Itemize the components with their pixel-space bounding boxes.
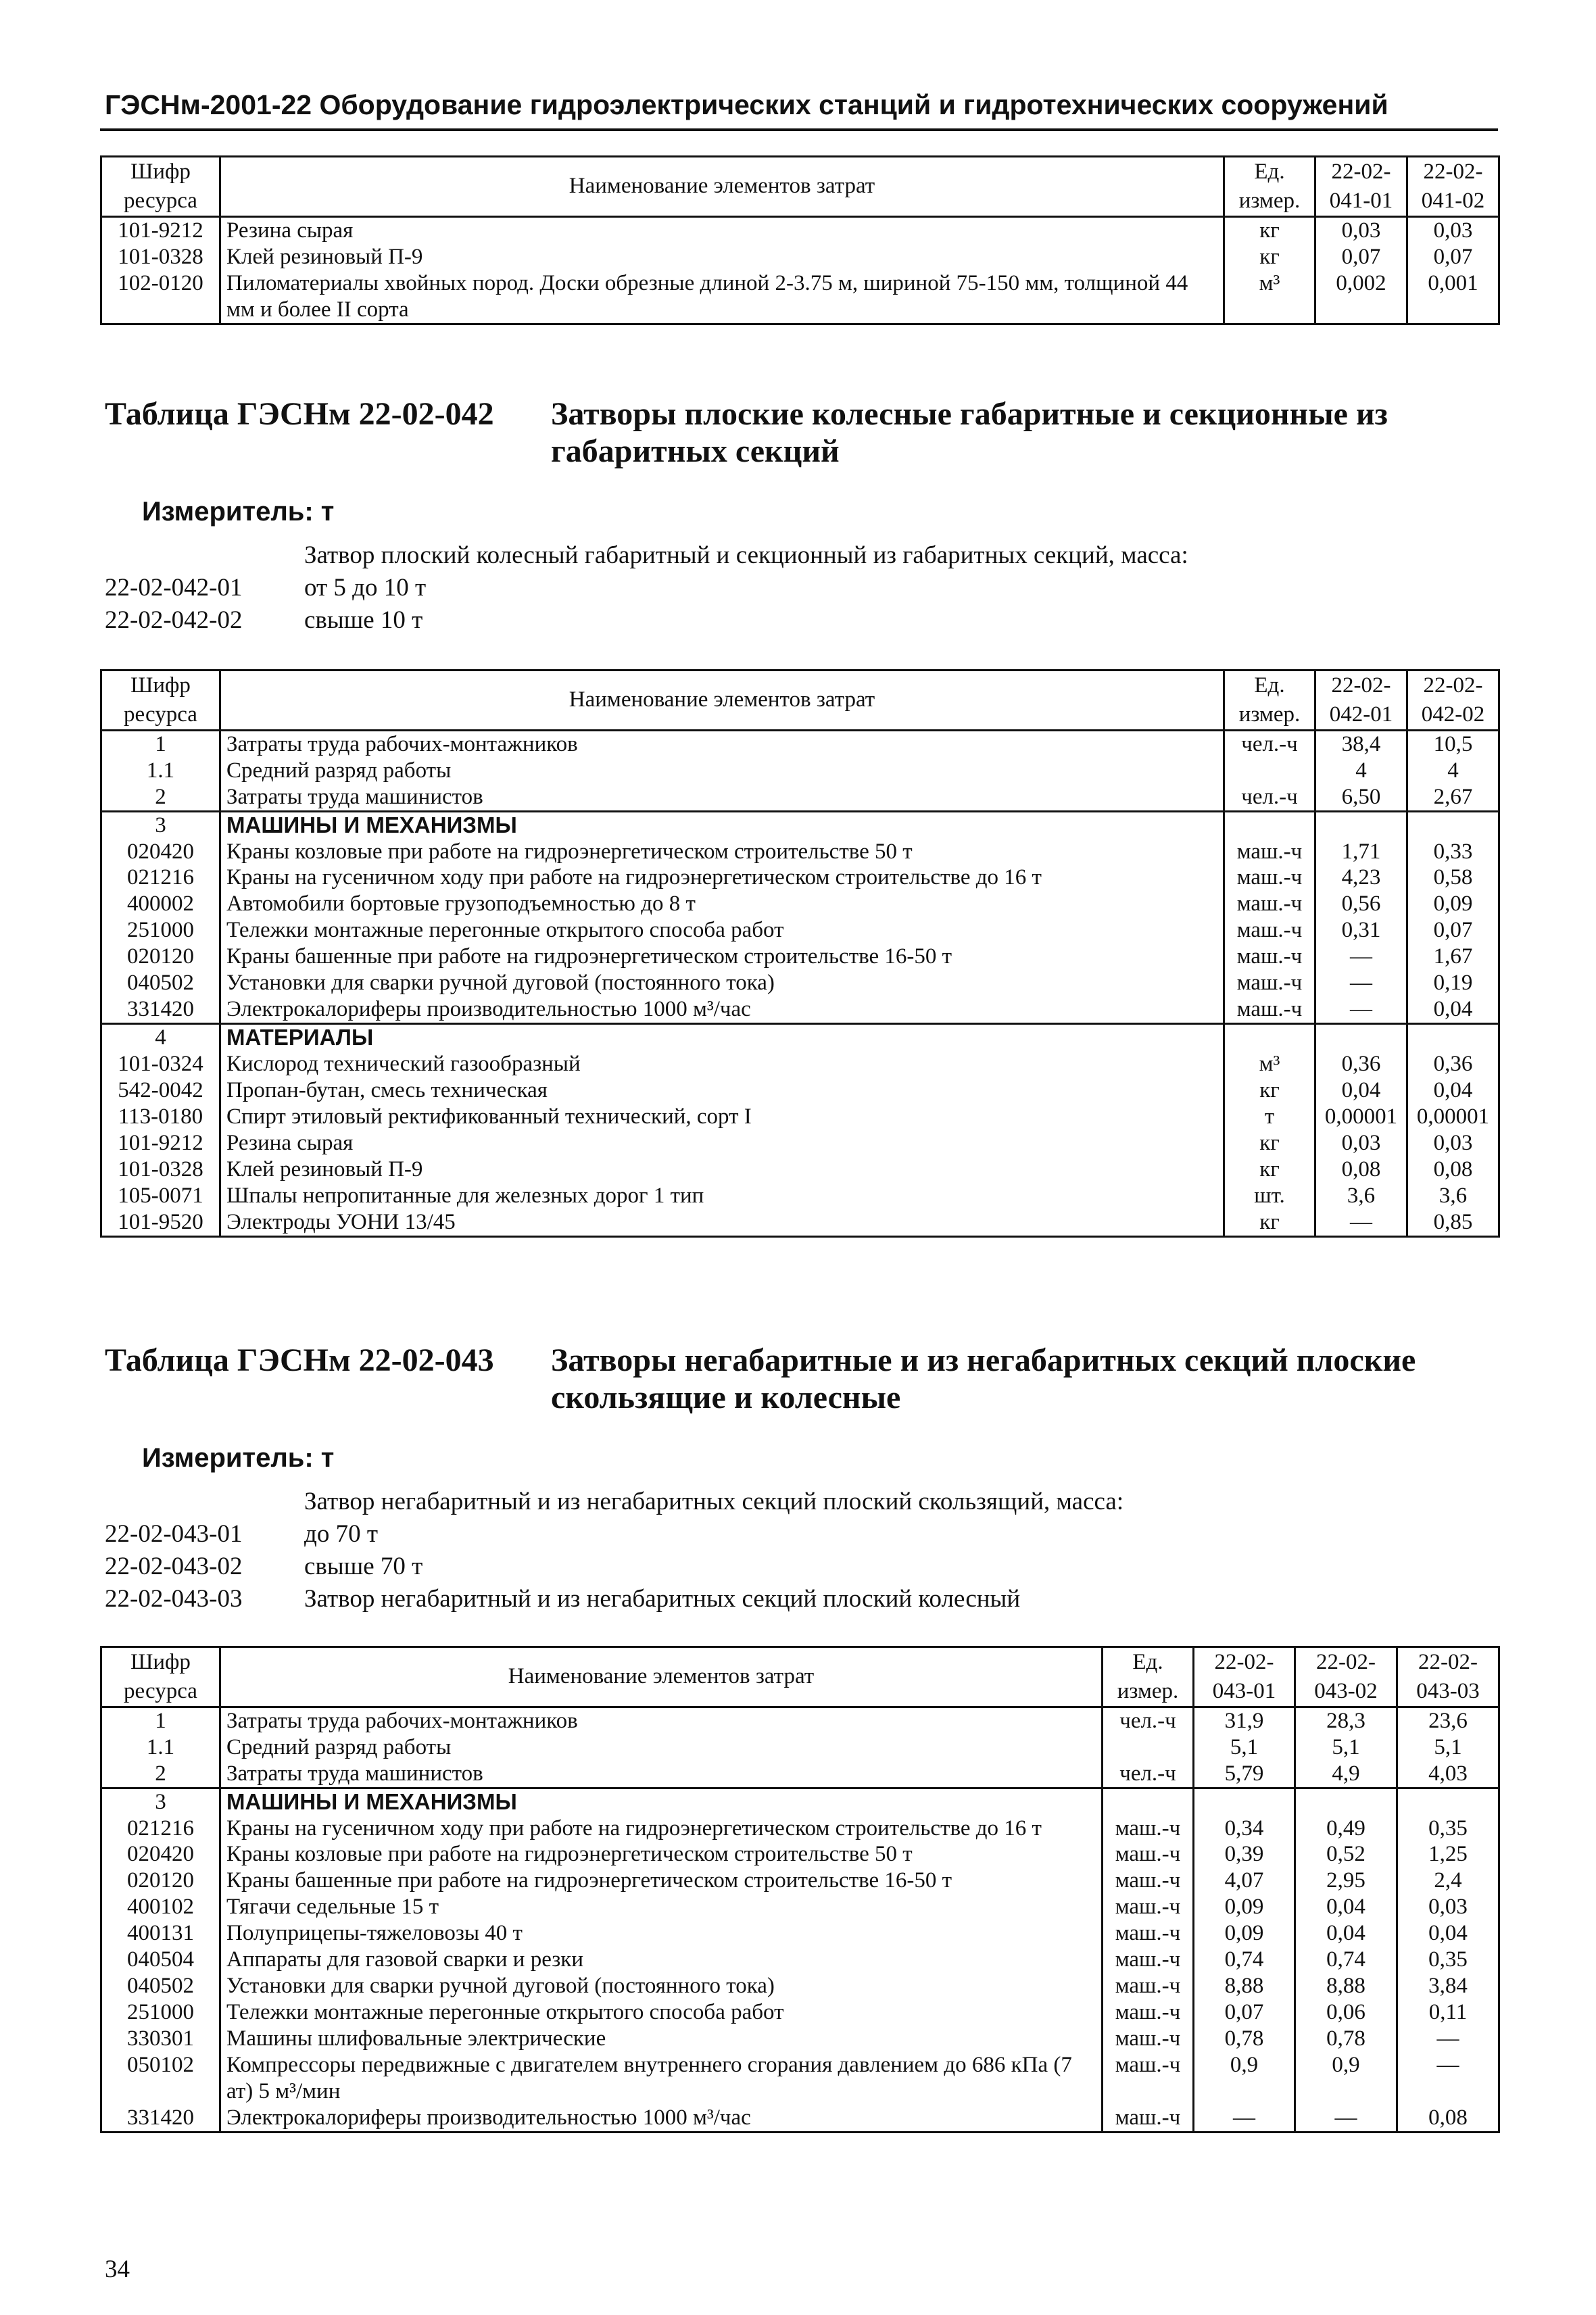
resource-code: 020120 — [101, 944, 220, 970]
table-row — [101, 1104, 1499, 1130]
table-row — [101, 2105, 1499, 2132]
norm-value: — — [1397, 2026, 1499, 2052]
col-header-043-03: 22-02- 043-03 — [1397, 1647, 1499, 1707]
norm-value: 0,03 — [1315, 216, 1407, 243]
table-row — [101, 2052, 1499, 2105]
col-header-name: Наименование элементов затрат — [220, 1647, 1103, 1707]
table-prev-continuation — [100, 155, 1500, 325]
norm-value: 0,09 — [1194, 1920, 1295, 1947]
unit-of-measure: маш.-ч — [1224, 970, 1315, 996]
resource-code: 105-0071 — [101, 1183, 220, 1209]
norm-value: 0,74 — [1295, 1947, 1397, 1973]
unit-of-measure: маш.-ч — [1103, 1868, 1194, 1894]
resource-code: 1 — [101, 1707, 220, 1734]
norm-value: 0,36 — [1407, 1051, 1499, 1077]
norm-value: 0,08 — [1397, 2105, 1499, 2132]
cost-element-name: Клей резиновый П-9 — [220, 1156, 1224, 1183]
col-header-043-01: 22-02- 043-01 — [1194, 1647, 1295, 1707]
norm-value: — — [1315, 1209, 1407, 1236]
cost-element-name: Клей резиновый П-9 — [220, 244, 1224, 270]
norm-value: 4 — [1407, 758, 1499, 784]
cost-element-name: Краны на гусеничном ходу при работе на гидроэнергетическом строительстве до 16 т — [220, 1816, 1103, 1842]
norm-value: 0,09 — [1194, 1894, 1295, 1920]
norm-value: 1,71 — [1315, 839, 1407, 865]
table-042-variants — [105, 541, 1389, 638]
norm-value: 1,67 — [1407, 944, 1499, 970]
unit-of-measure: м³ — [1224, 1051, 1315, 1077]
table-042 — [100, 669, 1500, 1238]
norm-value: 0,39 — [1194, 1841, 1295, 1868]
resource-code: 101-0324 — [101, 1051, 220, 1077]
resource-code: 050102 — [101, 2052, 220, 2105]
norm-value: — — [1194, 2105, 1295, 2132]
section-row — [101, 811, 1499, 838]
unit-of-measure — [1224, 811, 1315, 838]
unit-of-measure: маш.-ч — [1103, 2026, 1194, 2052]
table-row — [101, 730, 1499, 757]
section-row — [101, 1788, 1499, 1815]
cost-element-name: Пропан-бутан, смесь техническая — [220, 1077, 1224, 1104]
unit-of-measure: маш.-ч — [1103, 2052, 1194, 2105]
resource-code: 040504 — [101, 1947, 220, 1973]
table-row — [101, 1894, 1499, 1920]
table-row — [101, 864, 1499, 891]
norm-value — [1315, 1024, 1407, 1051]
table-row — [101, 970, 1499, 996]
cost-element-name: Краны башенные при работе на гидроэнергетическом строительстве 16-50 т — [220, 944, 1224, 970]
variant-code: 22-02-043-02 — [105, 1553, 243, 1580]
norm-value: 0,07 — [1315, 244, 1407, 270]
resource-code: 251000 — [101, 1999, 220, 2026]
unit-of-measure: кг — [1224, 1077, 1315, 1104]
variant-desc: свыше 70 т — [304, 1553, 423, 1580]
unit-of-measure: маш.-ч — [1224, 917, 1315, 944]
cost-element-name: Тягачи седельные 15 т — [220, 1894, 1103, 1920]
norm-value: 6,50 — [1315, 784, 1407, 811]
cost-element-name: МАТЕРИАЛЫ — [220, 1024, 1224, 1051]
norm-value — [1194, 1788, 1295, 1815]
norm-value: 0,08 — [1407, 1156, 1499, 1183]
norm-value: 0,85 — [1407, 1209, 1499, 1236]
norm-value: 5,79 — [1194, 1761, 1295, 1788]
cost-element-name: Установки для сварки ручной дуговой (постоянного тока) — [220, 970, 1224, 996]
table-row — [101, 1920, 1499, 1947]
norm-value: 0,03 — [1407, 1130, 1499, 1156]
resource-code: 1.1 — [101, 1734, 220, 1761]
resource-code: 400131 — [101, 1920, 220, 1947]
unit-of-measure: маш.-ч — [1103, 1973, 1194, 1999]
variant-desc: свыше 10 т — [304, 606, 423, 634]
resource-code: 101-0328 — [101, 244, 220, 270]
cost-element-name: Средний разряд работы — [220, 1734, 1103, 1761]
col-header-name: Наименование элементов затрат — [220, 671, 1224, 731]
table-row — [101, 891, 1499, 917]
norm-value: 0,52 — [1295, 1841, 1397, 1868]
norm-value — [1315, 811, 1407, 838]
norm-value: 0,04 — [1315, 1077, 1407, 1104]
norm-value: 0,33 — [1407, 839, 1499, 865]
resource-code: 3 — [101, 1788, 220, 1815]
table-row — [101, 1841, 1499, 1868]
cost-element-name: Шпалы непропитанные для железных дорог 1 тип — [220, 1183, 1224, 1209]
resource-code: 020420 — [101, 1841, 220, 1868]
table-row — [101, 1761, 1499, 1788]
table-row — [101, 784, 1499, 811]
cost-element-name: Установки для сварки ручной дуговой (постоянного тока) — [220, 1973, 1103, 1999]
norm-value: 0,11 — [1397, 1999, 1499, 2026]
col-header-unit: Ед. измер. — [1224, 157, 1315, 217]
norm-value: 5,1 — [1295, 1734, 1397, 1761]
norm-value: 5,1 — [1194, 1734, 1295, 1761]
table-row — [101, 216, 1499, 243]
resource-code: 2 — [101, 1761, 220, 1788]
unit-of-measure: маш.-ч — [1103, 2105, 1194, 2132]
norm-value: — — [1315, 970, 1407, 996]
norm-value: 3,6 — [1315, 1183, 1407, 1209]
norm-value: 4,03 — [1397, 1761, 1499, 1788]
cost-element-name: МАШИНЫ И МЕХАНИЗМЫ — [220, 811, 1224, 838]
resource-code: 021216 — [101, 864, 220, 891]
unit-of-measure: маш.-ч — [1224, 944, 1315, 970]
table-043-meter: Измеритель: т — [142, 1443, 335, 1473]
cost-element-name: Кислород технический газообразный — [220, 1051, 1224, 1077]
cost-element-name: МАШИНЫ И МЕХАНИЗМЫ — [220, 1788, 1103, 1815]
norm-value: 0,58 — [1407, 864, 1499, 891]
table-row — [101, 944, 1499, 970]
norm-value: — — [1295, 2105, 1397, 2132]
col-header-043-02: 22-02- 043-02 — [1295, 1647, 1397, 1707]
resource-code: 331420 — [101, 2105, 220, 2132]
norm-value — [1407, 1024, 1499, 1051]
cost-element-name: Краны козловые при работе на гидроэнергетическом строительстве 50 т — [220, 839, 1224, 865]
table-row — [101, 1973, 1499, 1999]
table-row — [101, 1816, 1499, 1842]
norm-value: 0,001 — [1407, 270, 1499, 324]
unit-of-measure: маш.-ч — [1224, 839, 1315, 865]
table-042-meter: Измеритель: т — [142, 497, 335, 527]
variant-code: 22-02-042-02 — [105, 606, 243, 634]
cost-element-name: Спирт этиловый ректификованный технический, сорт I — [220, 1104, 1224, 1130]
norm-value: 0,03 — [1315, 1130, 1407, 1156]
col-header-code: Шифр ресурса — [101, 157, 220, 217]
norm-value: 0,08 — [1315, 1156, 1407, 1183]
table-row — [101, 1183, 1499, 1209]
cost-element-name: Электроды УОНИ 13/45 — [220, 1209, 1224, 1236]
unit-of-measure: маш.-ч — [1103, 1816, 1194, 1842]
norm-value: 0,36 — [1315, 1051, 1407, 1077]
cost-element-name: Затраты труда машинистов — [220, 784, 1224, 811]
unit-of-measure: маш.-ч — [1103, 1841, 1194, 1868]
unit-of-measure — [1224, 758, 1315, 784]
cost-element-name: Компрессоры передвижные с двигателем внутреннего сгорания давлением до 686 кПа (7 ат) 5 м³/мин — [220, 2052, 1103, 2105]
norm-value: 2,95 — [1295, 1868, 1397, 1894]
unit-of-measure — [1103, 1788, 1194, 1815]
section-row — [101, 1024, 1499, 1051]
norm-value: 0,03 — [1397, 1894, 1499, 1920]
norm-value: 0,56 — [1315, 891, 1407, 917]
norm-value: 0,78 — [1194, 2026, 1295, 2052]
cost-element-name: Краны на гусеничном ходу при работе на гидроэнергетическом строительстве до 16 т — [220, 864, 1224, 891]
norm-value: 38,4 — [1315, 730, 1407, 757]
unit-of-measure — [1103, 1734, 1194, 1761]
cost-element-name: Полуприцепы-тяжеловозы 40 т — [220, 1920, 1103, 1947]
norm-value: 0,49 — [1295, 1816, 1397, 1842]
norm-value: 4,9 — [1295, 1761, 1397, 1788]
resource-code: 113-0180 — [101, 1104, 220, 1130]
col-header-041-01: 22-02- 041-01 — [1315, 157, 1407, 217]
norm-value: 2,4 — [1397, 1868, 1499, 1894]
norm-value: 0,002 — [1315, 270, 1407, 324]
resource-code: 542-0042 — [101, 1077, 220, 1104]
table-043-label: Таблица ГЭСНм 22-02-043 — [105, 1342, 494, 1378]
variant-code: 22-02-043-01 — [105, 1520, 243, 1548]
norm-value: 0,04 — [1295, 1894, 1397, 1920]
resource-code: 1.1 — [101, 758, 220, 784]
cost-element-name: Резина сырая — [220, 216, 1224, 243]
unit-of-measure: кг — [1224, 244, 1315, 270]
resource-code: 4 — [101, 1024, 220, 1051]
norm-value: 4 — [1315, 758, 1407, 784]
resource-code: 040502 — [101, 970, 220, 996]
resource-code: 101-9520 — [101, 1209, 220, 1236]
col-header-unit: Ед. измер. — [1224, 671, 1315, 731]
table-042-title: Затворы плоские колесные габаритные и секционные из габаритных секций — [551, 396, 1388, 469]
resource-code: 101-9212 — [101, 216, 220, 243]
table-row — [101, 758, 1499, 784]
cost-element-name: Краны башенные при работе на гидроэнергетическом строительстве 16-50 т — [220, 1868, 1103, 1894]
resource-code: 020420 — [101, 839, 220, 865]
unit-of-measure: м³ — [1224, 270, 1315, 324]
cost-element-name: Средний разряд работы — [220, 758, 1224, 784]
resource-code: 102-0120 — [101, 270, 220, 324]
resource-code: 3 — [101, 811, 220, 838]
norm-value: 23,6 — [1397, 1707, 1499, 1734]
cost-element-name: Резина сырая — [220, 1130, 1224, 1156]
col-header-name: Наименование элементов затрат — [220, 157, 1224, 217]
resource-code: 400102 — [101, 1894, 220, 1920]
norm-value: 0,35 — [1397, 1947, 1499, 1973]
unit-of-measure: чел.-ч — [1224, 784, 1315, 811]
norm-value: 0,04 — [1407, 1077, 1499, 1104]
cost-element-name: Затраты труда машинистов — [220, 1761, 1103, 1788]
page-number: 34 — [105, 2256, 130, 2283]
col-header-code: Шифр ресурса — [101, 671, 220, 731]
cost-element-name: Тележки монтажные перегонные открытого способа работ — [220, 1999, 1103, 2026]
resource-code: 021216 — [101, 1816, 220, 1842]
table-row — [101, 1947, 1499, 1973]
table-row — [101, 270, 1499, 324]
norm-value: 0,00001 — [1407, 1104, 1499, 1130]
col-header-042-01: 22-02- 042-01 — [1315, 671, 1407, 731]
unit-of-measure: маш.-ч — [1224, 996, 1315, 1023]
unit-of-measure: маш.-ч — [1103, 1999, 1194, 2026]
table-043 — [100, 1646, 1500, 2133]
table-row — [101, 1868, 1499, 1894]
resource-code: 1 — [101, 730, 220, 757]
variant-desc: до 70 т — [304, 1520, 378, 1548]
norm-value: 0,07 — [1407, 917, 1499, 944]
norm-value: 3,84 — [1397, 1973, 1499, 1999]
norm-value: 0,34 — [1194, 1816, 1295, 1842]
norm-value: 0,19 — [1407, 970, 1499, 996]
cost-element-name: Автомобили бортовые грузоподъемностью до 8 т — [220, 891, 1224, 917]
norm-value: 0,04 — [1295, 1920, 1397, 1947]
cost-element-name: Затраты труда рабочих-монтажников — [220, 1707, 1103, 1734]
norm-value: 0,09 — [1407, 891, 1499, 917]
table-row — [101, 1130, 1499, 1156]
norm-value: 28,3 — [1295, 1707, 1397, 1734]
norm-value: 0,9 — [1194, 2052, 1295, 2105]
norm-value: 0,00001 — [1315, 1104, 1407, 1130]
resource-code: 101-0328 — [101, 1156, 220, 1183]
unit-of-measure: маш.-ч — [1103, 1947, 1194, 1973]
table-043-intro: Затвор негабаритный и из негабаритных секций плоский скользящий, масса: — [304, 1488, 1124, 1515]
table-row — [101, 1156, 1499, 1183]
norm-value: 0,06 — [1295, 1999, 1397, 2026]
unit-of-measure: маш.-ч — [1103, 1894, 1194, 1920]
cost-element-name: Краны козловые при работе на гидроэнергетическом строительстве 50 т — [220, 1841, 1103, 1868]
col-header-unit: Ед. измер. — [1103, 1647, 1194, 1707]
unit-of-measure — [1224, 1024, 1315, 1051]
table-042-intro: Затвор плоский колесный габаритный и секционный из габаритных секций, масса: — [304, 541, 1188, 569]
norm-value: 0,9 — [1295, 2052, 1397, 2105]
norm-value: 0,07 — [1194, 1999, 1295, 2026]
table-row — [101, 839, 1499, 865]
resource-code: 2 — [101, 784, 220, 811]
table-row — [101, 1077, 1499, 1104]
unit-of-measure: кг — [1224, 1130, 1315, 1156]
cost-element-name: Машины шлифовальные электрические — [220, 2026, 1103, 2052]
cost-element-name: Электрокалориферы производительностью 1000 м³/час — [220, 2105, 1103, 2132]
resource-code: 251000 — [101, 917, 220, 944]
table-row — [101, 1707, 1499, 1734]
cost-element-name: Электрокалориферы производительностью 1000 м³/час — [220, 996, 1224, 1023]
norm-value: 5,1 — [1397, 1734, 1499, 1761]
unit-of-measure: кг — [1224, 1156, 1315, 1183]
norm-value: 0,07 — [1407, 244, 1499, 270]
norm-value: 1,25 — [1397, 1841, 1499, 1868]
norm-value: 4,07 — [1194, 1868, 1295, 1894]
unit-of-measure: т — [1224, 1104, 1315, 1130]
variant-code: 22-02-042-01 — [105, 574, 243, 602]
unit-of-measure: чел.-ч — [1103, 1761, 1194, 1788]
resource-code: 020120 — [101, 1868, 220, 1894]
norm-value: 0,78 — [1295, 2026, 1397, 2052]
table-row — [101, 1999, 1499, 2026]
unit-of-measure: кг — [1224, 216, 1315, 243]
norm-value: 0,74 — [1194, 1947, 1295, 1973]
norm-value: 0,04 — [1407, 996, 1499, 1023]
cost-element-name: Тележки монтажные перегонные открытого способа работ — [220, 917, 1224, 944]
norm-value: — — [1315, 944, 1407, 970]
resource-code: 400002 — [101, 891, 220, 917]
norm-value: 0,03 — [1407, 216, 1499, 243]
col-header-041-02: 22-02- 041-02 — [1407, 157, 1499, 217]
norm-value: — — [1315, 996, 1407, 1023]
page-header-title: ГЭСНм-2001-22 Оборудование гидроэлектрических станций и гидротехнических сооружений — [105, 89, 1388, 120]
norm-value — [1295, 1788, 1397, 1815]
table-row — [101, 1734, 1499, 1761]
table-row — [101, 1051, 1499, 1077]
table-043-title: Затворы негабаритные и из негабаритных секций плоские скользящие и колесные — [551, 1342, 1416, 1415]
variant-desc: Затвор негабаритный и из негабаритных секций плоский колесный — [304, 1585, 1021, 1613]
norm-value: 8,88 — [1295, 1973, 1397, 1999]
table-row — [101, 917, 1499, 944]
norm-value: 2,67 — [1407, 784, 1499, 811]
resource-code: 101-9212 — [101, 1130, 220, 1156]
table-043-variants — [105, 1487, 1389, 1617]
norm-value: 10,5 — [1407, 730, 1499, 757]
norm-value: 8,88 — [1194, 1973, 1295, 1999]
unit-of-measure: чел.-ч — [1103, 1707, 1194, 1734]
norm-value: 0,35 — [1397, 1816, 1499, 1842]
table-row — [101, 996, 1499, 1023]
unit-of-measure: маш.-ч — [1224, 891, 1315, 917]
norm-value: 0,04 — [1397, 1920, 1499, 1947]
col-header-042-02: 22-02- 042-02 — [1407, 671, 1499, 731]
unit-of-measure: шт. — [1224, 1183, 1315, 1209]
norm-value: 31,9 — [1194, 1707, 1295, 1734]
norm-value: 4,23 — [1315, 864, 1407, 891]
table-row — [101, 1209, 1499, 1236]
cost-element-name: Затраты труда рабочих-монтажников — [220, 730, 1224, 757]
table-row — [101, 2026, 1499, 2052]
unit-of-measure: кг — [1224, 1209, 1315, 1236]
header-rule — [100, 128, 1498, 131]
norm-value: — — [1397, 2052, 1499, 2105]
cost-element-name: Пиломатериалы хвойных пород. Доски обрезные длиной 2-3.75 м, шириной 75-150 мм, толщиной 44 мм и более II сорта — [220, 270, 1224, 324]
table-042-label: Таблица ГЭСНм 22-02-042 — [105, 396, 494, 432]
norm-value: 3,6 — [1407, 1183, 1499, 1209]
unit-of-measure: чел.-ч — [1224, 730, 1315, 757]
resource-code: 331420 — [101, 996, 220, 1023]
unit-of-measure: маш.-ч — [1103, 1920, 1194, 1947]
norm-value — [1397, 1788, 1499, 1815]
resource-code: 330301 — [101, 2026, 220, 2052]
cost-element-name: Аппараты для газовой сварки и резки — [220, 1947, 1103, 1973]
unit-of-measure: маш.-ч — [1224, 864, 1315, 891]
variant-desc: от 5 до 10 т — [304, 574, 427, 602]
variant-code: 22-02-043-03 — [105, 1585, 243, 1613]
norm-value: 0,31 — [1315, 917, 1407, 944]
norm-value — [1407, 811, 1499, 838]
table-row — [101, 244, 1499, 270]
resource-code: 040502 — [101, 1973, 220, 1999]
col-header-code: Шифр ресурса — [101, 1647, 220, 1707]
